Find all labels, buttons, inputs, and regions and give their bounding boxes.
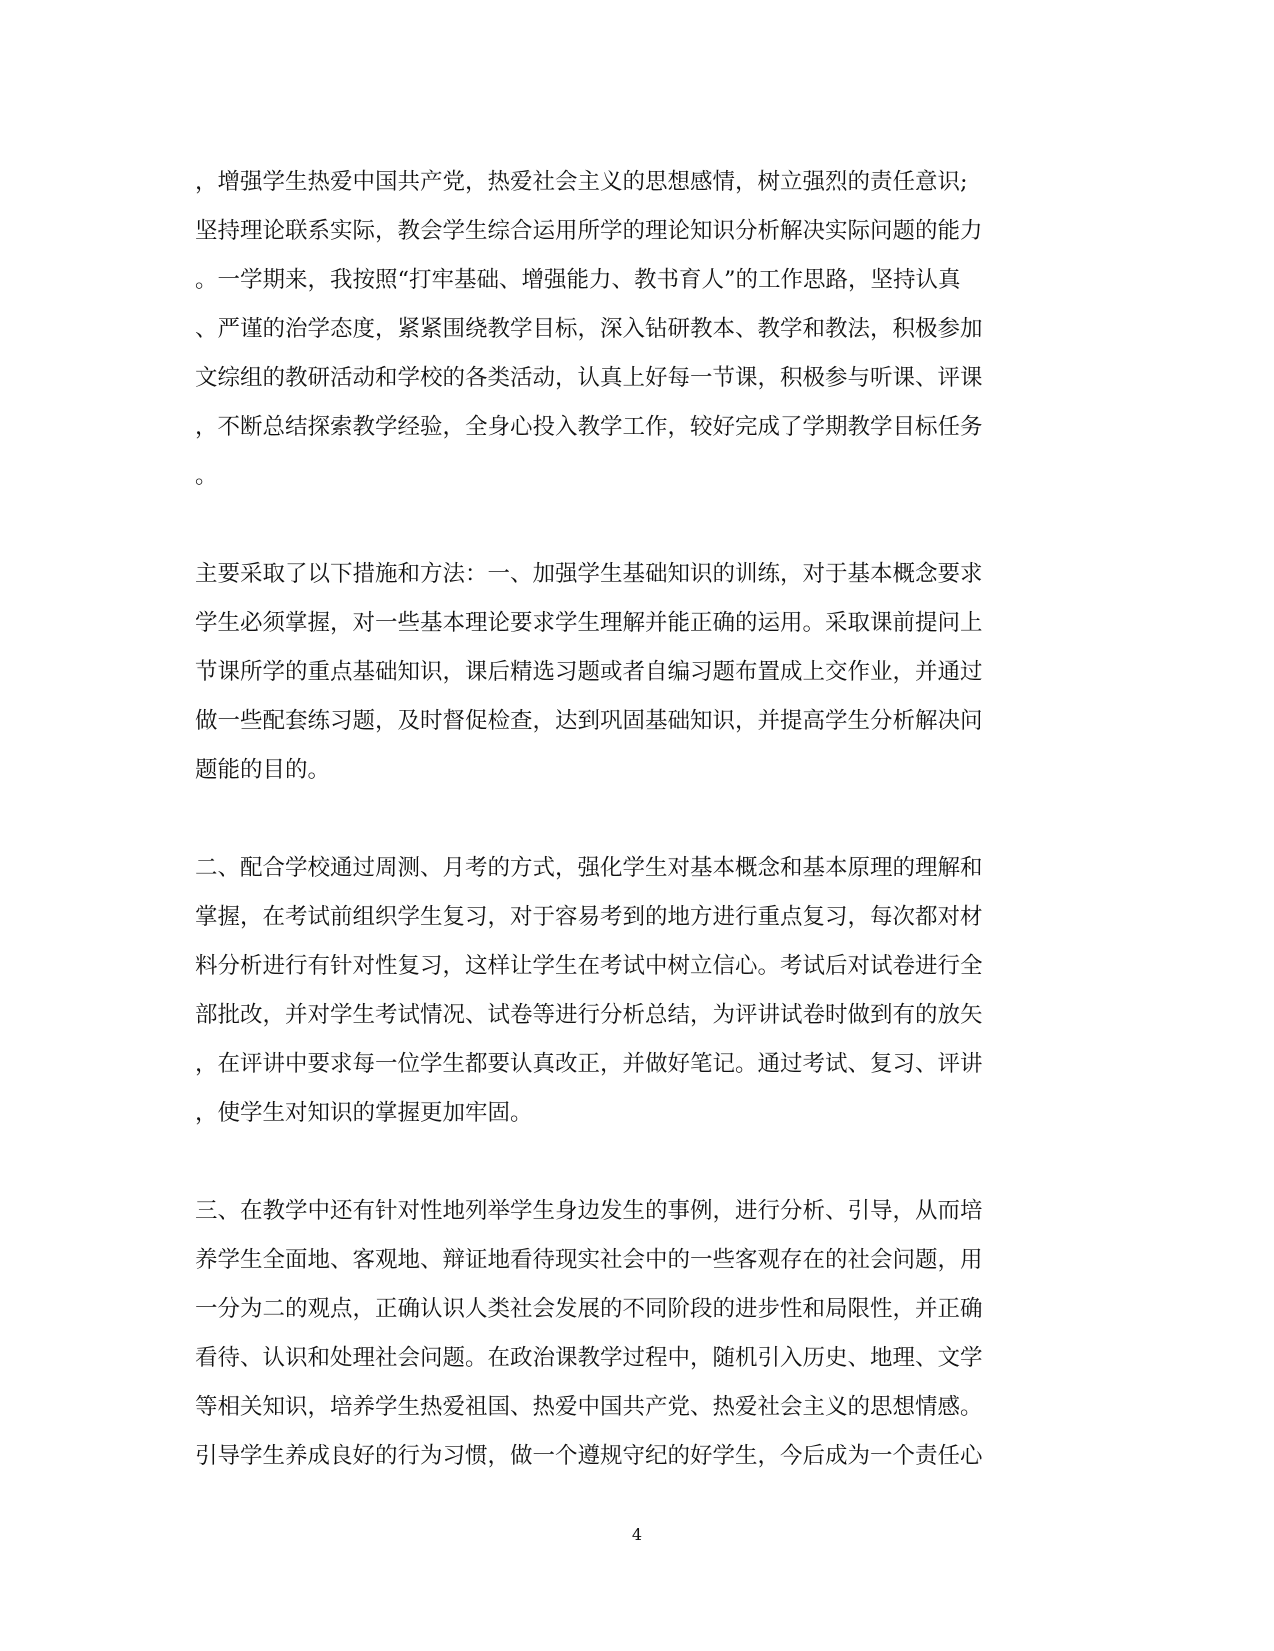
paragraph-1 xyxy=(195,158,1065,501)
text-line: ，在评讲中要求每一位学生都要认真改正，并做好笔记。通过考试、复习、评讲 xyxy=(195,1051,983,1077)
text-line: 看待、认识和处理社会问题。在政治课教学过程中，随机引入历史、地理、文学 xyxy=(195,1345,983,1371)
paragraph-2 xyxy=(195,550,1065,795)
text-line: 、严谨的治学态度，紧紧围绕教学目标，深入钻研教本、教学和教法，积极参加 xyxy=(195,316,983,342)
text-line: 二、配合学校通过周测、月考的方式，强化学生对基本概念和基本原理的理解和 xyxy=(195,855,983,881)
text-line: 等相关知识，培养学生热爱祖国、热爱中国共产党、热爱社会主义的思想情感。 xyxy=(195,1394,983,1420)
paragraph-4 xyxy=(195,1187,1065,1481)
text-line: 做一些配套练习题，及时督促检查，达到巩固基础知识，并提高学生分析解决问 xyxy=(195,708,983,734)
document-body xyxy=(195,158,1065,1481)
paragraph-spacer xyxy=(195,501,1065,550)
page-number: 4 xyxy=(631,1525,643,1544)
text-line: 题能的目的。 xyxy=(195,757,331,783)
paragraph-spacer xyxy=(195,1138,1065,1187)
text-line: 坚持理论联系实际，教会学生综合运用所学的理论知识分析解决实际问题的能力 xyxy=(195,218,983,244)
text-line: 主要采取了以下措施和方法：一、加强学生基础知识的训练，对于基本概念要求 xyxy=(195,561,983,587)
text-line: 掌握，在考试前组织学生复习，对于容易考到的地方进行重点复习，每次都对材 xyxy=(195,904,983,930)
text-line: 文综组的教研活动和学校的各类活动，认真上好每一节课，积极参与听课、评课 xyxy=(195,365,983,391)
text-line: 料分析进行有针对性复习，这样让学生在考试中树立信心。考试后对试卷进行全 xyxy=(195,953,983,979)
text-line: ，使学生对知识的掌握更加牢固。 xyxy=(195,1100,533,1126)
text-line: 一分为二的观点，正确认识人类社会发展的不同阶段的进步性和局限性，并正确 xyxy=(195,1296,983,1322)
text-line: 。一学期来，我按照“打牢基础、增强能力、教书育人”的工作思路，坚持认真 xyxy=(195,267,961,293)
text-line: 。 xyxy=(195,463,218,489)
text-line: 引导学生养成良好的行为习惯，做一个遵规守纪的好学生，今后成为一个责任心 xyxy=(195,1443,983,1469)
text-line: ，不断总结探索教学经验，全身心投入教学工作，较好完成了学期教学目标任务 xyxy=(195,414,983,440)
text-line: ，增强学生热爱中国共产党，热爱社会主义的思想感情，树立强烈的责任意识; xyxy=(195,169,968,195)
text-line: 三、在教学中还有针对性地列举学生身边发生的事例，进行分析、引导，从而培 xyxy=(195,1198,983,1224)
text-line: 养学生全面地、客观地、辩证地看待现实社会中的一些客观存在的社会问题，用 xyxy=(195,1247,983,1273)
text-line: 节课所学的重点基础知识，课后精选习题或者自编习题布置成上交作业，并通过 xyxy=(195,659,983,685)
text-line: 学生必须掌握，对一些基本理论要求学生理解并能正确的运用。采取课前提问上 xyxy=(195,610,983,636)
paragraph-spacer xyxy=(195,795,1065,844)
text-line: 部批改，并对学生考试情况、试卷等进行分析总结，为评讲试卷时做到有的放矢 xyxy=(195,1002,983,1028)
paragraph-3 xyxy=(195,844,1065,1138)
